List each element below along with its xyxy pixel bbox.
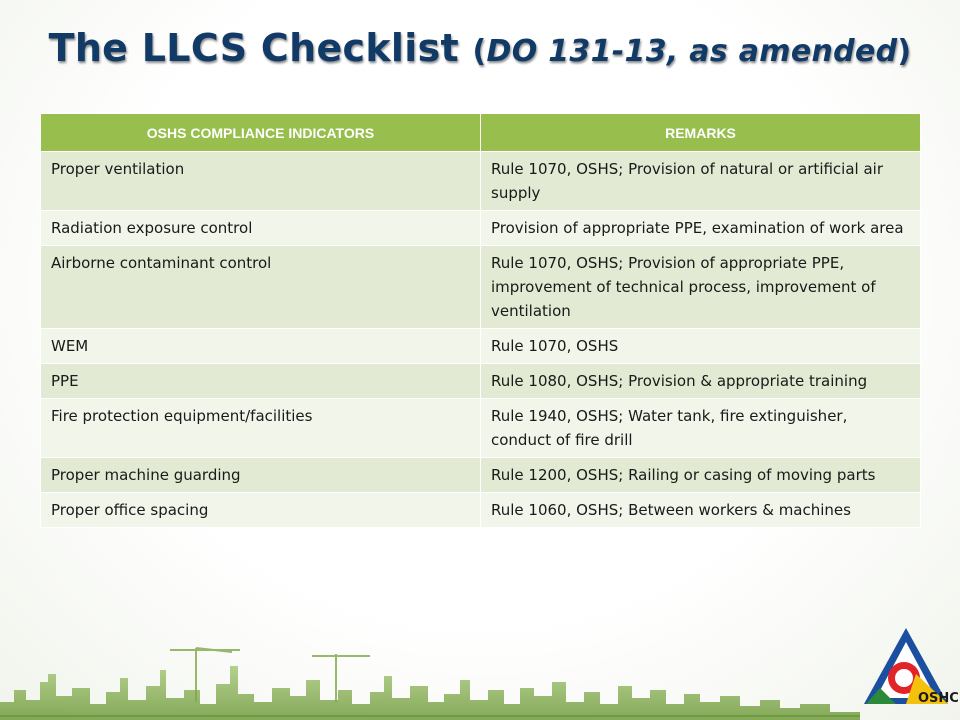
table-row: [41, 399, 921, 458]
indicator-cell: WEM: [41, 329, 481, 364]
table-header-row: [41, 114, 921, 152]
title-open-paren: (: [472, 34, 487, 69]
table-row: [41, 246, 921, 329]
indicator-cell: PPE: [41, 364, 481, 399]
title-main: The LLCS Checklist: [48, 26, 473, 70]
city-skyline-decoration: [0, 630, 860, 720]
indicator-cell: Proper machine guarding: [41, 458, 481, 493]
checklist-table-container: [40, 113, 920, 528]
remarks-cell: Provision of appropriate PPE, examination of work area: [481, 211, 921, 246]
remarks-cell: Rule 1080, OSHS; Provision & appropriate training: [481, 364, 921, 399]
table-row: [41, 493, 921, 528]
indicator-cell: Fire protection equipment/facilities: [41, 399, 481, 458]
remarks-cell: Rule 1070, OSHS; Provision of appropriate PPE, improvement of technical process, improvement of ventilation: [481, 246, 921, 329]
table-row: [41, 458, 921, 493]
remarks-cell: Rule 1070, OSHS: [481, 329, 921, 364]
checklist-table: [40, 113, 921, 528]
title-close-paren: ): [897, 34, 912, 69]
table-row: [41, 364, 921, 399]
header-remarks: REMARKS: [481, 114, 921, 152]
indicator-cell: Proper office spacing: [41, 493, 481, 528]
header-indicators: OSHS COMPLIANCE INDICATORS: [41, 114, 481, 152]
remarks-cell: Rule 1200, OSHS; Railing or casing of moving parts: [481, 458, 921, 493]
oshc-logo: [860, 624, 959, 710]
slide-title: [0, 26, 960, 70]
remarks-cell: Rule 1940, OSHS; Water tank, fire extinguisher, conduct of fire drill: [481, 399, 921, 458]
indicator-cell: Radiation exposure control: [41, 211, 481, 246]
remarks-cell: Rule 1070, OSHS; Provision of natural or artificial air supply: [481, 152, 921, 211]
table-row: [41, 329, 921, 364]
remarks-cell: Rule 1060, OSHS; Between workers & machines: [481, 493, 921, 528]
indicator-cell: Proper ventilation: [41, 152, 481, 211]
table-row: [41, 152, 921, 211]
indicator-cell: Airborne contaminant control: [41, 246, 481, 329]
title-subtitle: DO 131-13, as amended: [486, 34, 898, 69]
logo-text: OSHC: [918, 691, 959, 706]
table-row: [41, 211, 921, 246]
